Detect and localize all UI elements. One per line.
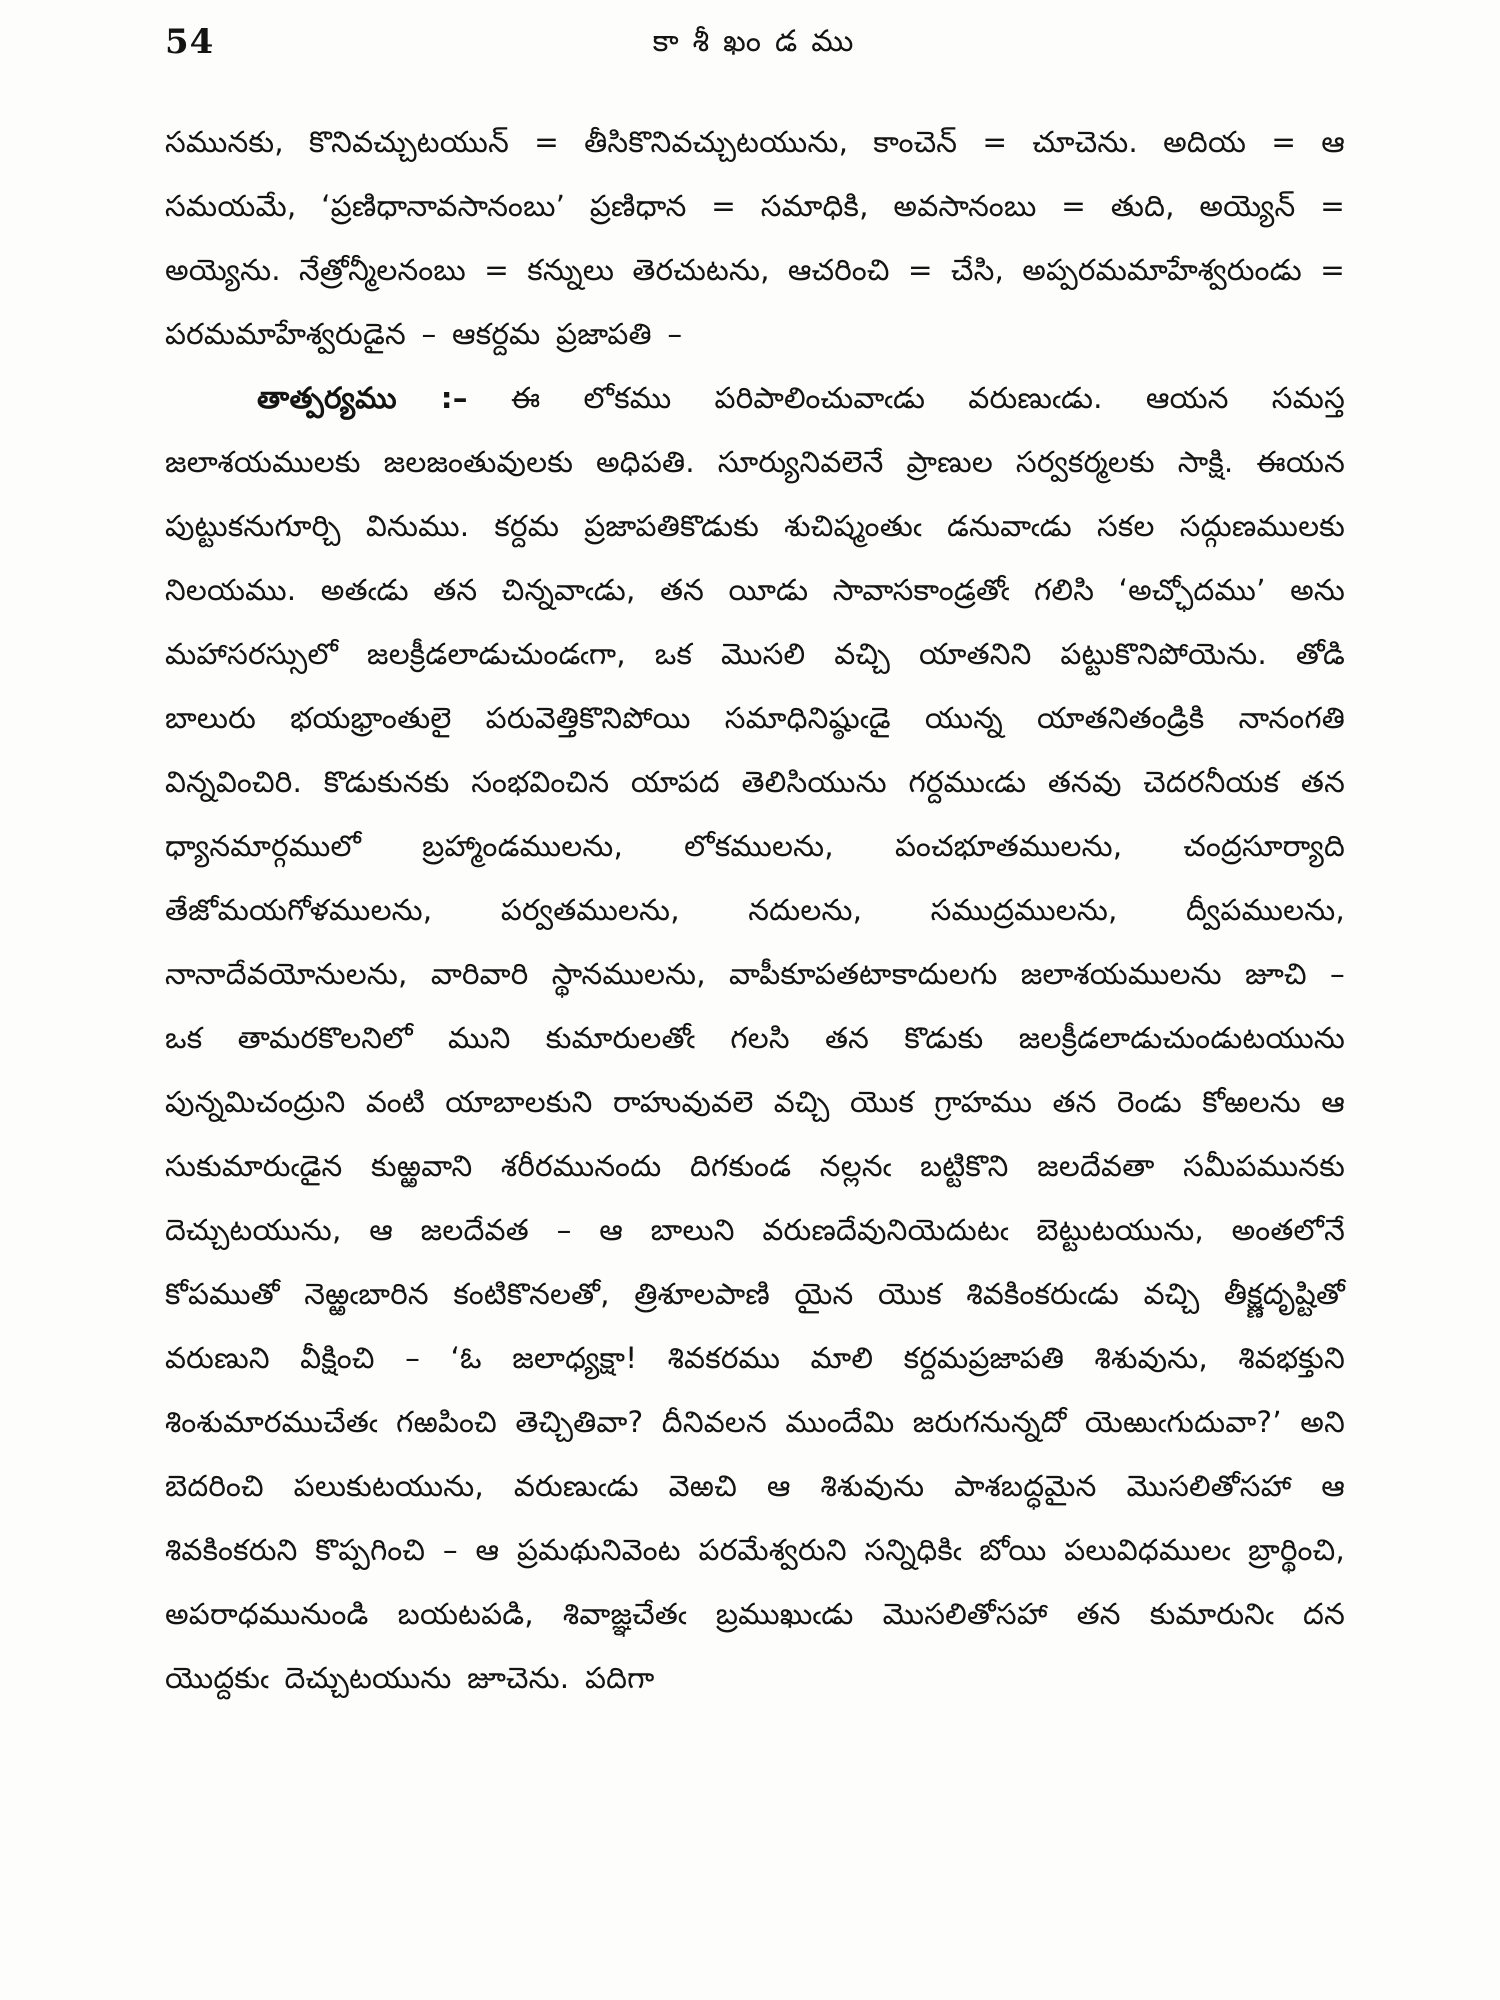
body-text (165, 110, 1345, 1710)
summary-text: ఈ లోకము పరిపాలించువాఁడు వరుణుఁడు. ఆయన సమస్త జలాశయములకు జలజంతువులకు అధిపతి. సూర్యునివలెనే ప్రాణుల సర్వకర్మలకు సాక్షి. ఈయన పుట్టుకనుగూర్చి వినుము. కర్దమ ప్రజాపతికొడుకు శుచిష్మంతుఁ డనువాఁడు సకల సద్గుణములకు నిలయము. అతఁడు తన చిన్నవాఁడు, తన యీడు సావాసకాండ్రతోఁ గలిసి ‘అచ్ఛోదము’ అను మహాసరస్సులో జలక్రీడలాడుచుండఁగా, ఒక మొసలి వచ్చి యాతనిని పట్టుకొనిపోయెను. తోడి బాలురు భయభ్రాంతులై పరువెత్తికొనిపోయి సమాధినిష్ఠుఁడై యున్న యాతనితండ్రికి నానంగతి విన్నవించిరి. కొడుకునకు సంభవించిన యాపద తెలిసియును గర్దముఁడు తనవు చెదరనీయక తన ధ్యానమార్గములో బ్రహ్మాండములను, లోకములను, పంచభూతములను, చంద్రసూర్యాది తేజోమయగోళములను, పర్వతములను, నదులను, సముద్రములను, ద్వీపములను, నానాదేవయోనులను, వారివారి స్థానములను, వాపీకూపతటాకాదులగు జలాశయములను జూచి – ఒక తామరకొలనిలో ముని కుమారులతోఁ గలసి తన కొడుకు జలక్రీడలాడుచుండుటయును పున్నమిచంద్రుని వంటి యాబాలకుని రాహువువలె వచ్చి యొక గ్రాహము తన రెండు కోఱలను ఆ సుకుమారుఁడైన కుఱ్ఱవాని శరీరమునందు దిగకుండ నల్లనఁ బట్టికొని జలదేవతా సమీపమునకు దెచ్చుటయును, ఆ జలదేవత – ఆ బాలుని వరుణదేవునియెదుటఁ బెట్టుటయును, అంతలోనే కోపముతో నెఱ్ఱఁబారిన కంటికొనలతో, త్రిశూలపాణి యైన యొక శివకింకరుఁడు వచ్చి తీక్ష్ణదృష్టితో వరుణుని వీక్షించి – ‘ఓ జలాధ్యక్షా! శివకరము మాలి కర్దమప్రజాపతి శిశువును, శివభక్తుని శింశుమారముచేతఁ గఱపించి తెచ్చితివా? దీనివలన ముందేమి జరుగనున్నదో యెఱుఁగుదువా?’ అని బెదరించి పలుకుటయును, వరుణుఁడు వెఱచి ఆ శిశువును పాశబద్ధమైన మొసలితోసహా ఆ శివకింకరుని కొప్పగించి – ఆ ప్రమథునివెంట పరమేశ్వరుని సన్నిధికిఁ బోయి పలువిధములఁ బ్రార్థించి, అపరాధమునుండి బయటపడి, శివాజ్ఞచేతఁ బ్రముఖుఁడు మొసలితోసహా తన కుమారునిఁ దన యొద్దకుఁ దెచ్చుటయును జూచెను. పదిగా (165, 381, 1345, 1695)
page-header (165, 18, 1355, 78)
summary-label: తాత్పర్యము :– (257, 381, 468, 415)
gloss-paragraph: సమునకు, కొనివచ్చుటయున్ = తీసికొనివచ్చుటయును, కాంచెన్ = చూచెను. అదియ = ఆ సమయమే, ‘ప్రణిధానావసానంబు’ ప్రణిధాన = సమాధికి, అవసానంబు = తుది, అయ్యెన్ = అయ్యెను. నేత్రోన్మీలనంబు = కన్నులు తెరచుటను, ఆచరించి = చేసి, అప్పరమమాహేశ్వరుండు = పరమమాహేశ్వరుడైన – ఆకర్దమ ప్రజాపతి – (165, 125, 1345, 351)
summary-paragraph (165, 366, 1345, 1710)
page-number: 54 (165, 22, 215, 62)
running-title: కాశీఖండము (652, 24, 868, 59)
